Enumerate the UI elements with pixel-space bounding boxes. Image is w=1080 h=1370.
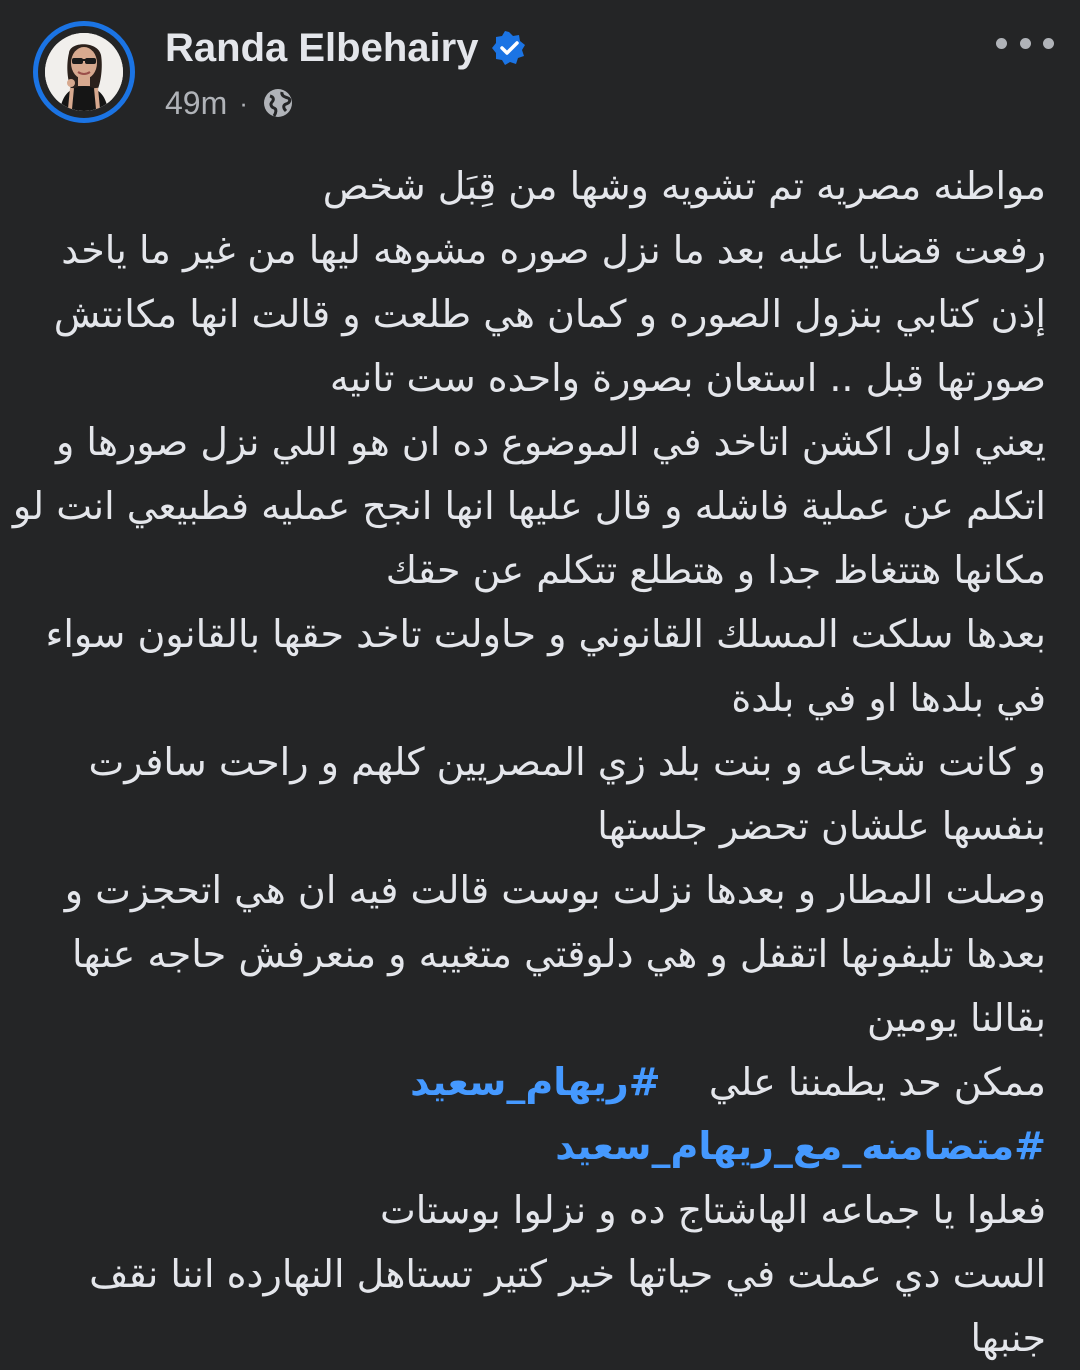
post-header [0, 0, 1080, 140]
post-text-line: يعني اول اكشن اتاخد في الموضوع ده ان هو اللي نزل صورها و [55, 420, 1046, 464]
post-text-fragment: ممكن حد يطمننا علي [708, 1060, 1046, 1104]
post-text-line: رفعت قضايا عليه بعد ما نزل صوره مشوهه ليها من غير ما ياخد [61, 228, 1046, 272]
more-dot-icon [1020, 38, 1031, 49]
post-text-line-hashtag [30, 1114, 1046, 1178]
post-text-line: فعلوا يا جماعه الهاشتاج ده و نزلوا بوستات [379, 1188, 1046, 1232]
post-text-line: بعدها تليفونها اتقفل و هي دلوقتي متغيبه و منعرفش حاجه عنها [72, 932, 1046, 976]
author-name[interactable]: Randa Elbehairy [165, 25, 479, 70]
post-text-line: بقالنا يومين [866, 996, 1046, 1040]
post-time[interactable]: 49m [165, 84, 228, 121]
post-text-line: وصلت المطار و بعدها نزلت بوست قالت فيه ان هي اتحجزت و [64, 868, 1046, 912]
post-text-line: اتكلم عن عملية فاشله و قال عليها انها انجح عمليه فطبيعي انت لو [12, 484, 1046, 528]
post-text-line: صورتها قبل .. استعان بصورة واحده ست تانيه [329, 356, 1046, 400]
post-text-line: إذن كتابي بنزول الصوره و كمان هي طلعت و قالت انها مكانتش [53, 292, 1046, 336]
post-text [12, 154, 1046, 1370]
post-text-line: بعدها سلكت المسلك القانوني و حاولت تاخد حقها بالقانون سواء [45, 612, 1046, 656]
post-text-line: في بلدها او في بلدة [731, 676, 1046, 720]
more-options-icon[interactable] [996, 24, 1054, 62]
post-text-line: الست دي عملت في حياتها خير كتير تستاهل النهارده اننا نقف [89, 1252, 1046, 1296]
globe-icon[interactable] [262, 87, 294, 119]
hashtag-link[interactable]: #ريهام_سعيد [410, 1060, 661, 1104]
post-text-line: و كانت شجاعه و بنت بلد زي المصريين كلهم و راحت سافرت [88, 740, 1046, 784]
meta-separator: · [239, 87, 248, 118]
more-dot-icon [996, 38, 1007, 49]
post-text-line: جنبها [970, 1316, 1046, 1360]
verified-badge-icon [492, 31, 526, 65]
hashtag-link[interactable]: #متضامنه_مع_ريهام_سعيد [555, 1124, 1046, 1168]
more-dot-icon [1043, 38, 1054, 49]
post-text-line-with-hashtag [30, 1050, 1046, 1114]
post-text-line: مواطنه مصريه تم تشويه وشها من قِبَل شخص [322, 164, 1046, 208]
post-text-line: مكانها هتتغاظ جدا و هتطلع تتكلم عن حقك [385, 548, 1046, 592]
post-text-line: بنفسها علشان تحضر جلستها [597, 804, 1046, 848]
author-avatar[interactable] [45, 33, 123, 111]
author-avatar-ring[interactable] [33, 21, 135, 123]
post-meta [165, 82, 294, 124]
author-line [165, 20, 526, 76]
hashtag-spacing [673, 1060, 697, 1104]
